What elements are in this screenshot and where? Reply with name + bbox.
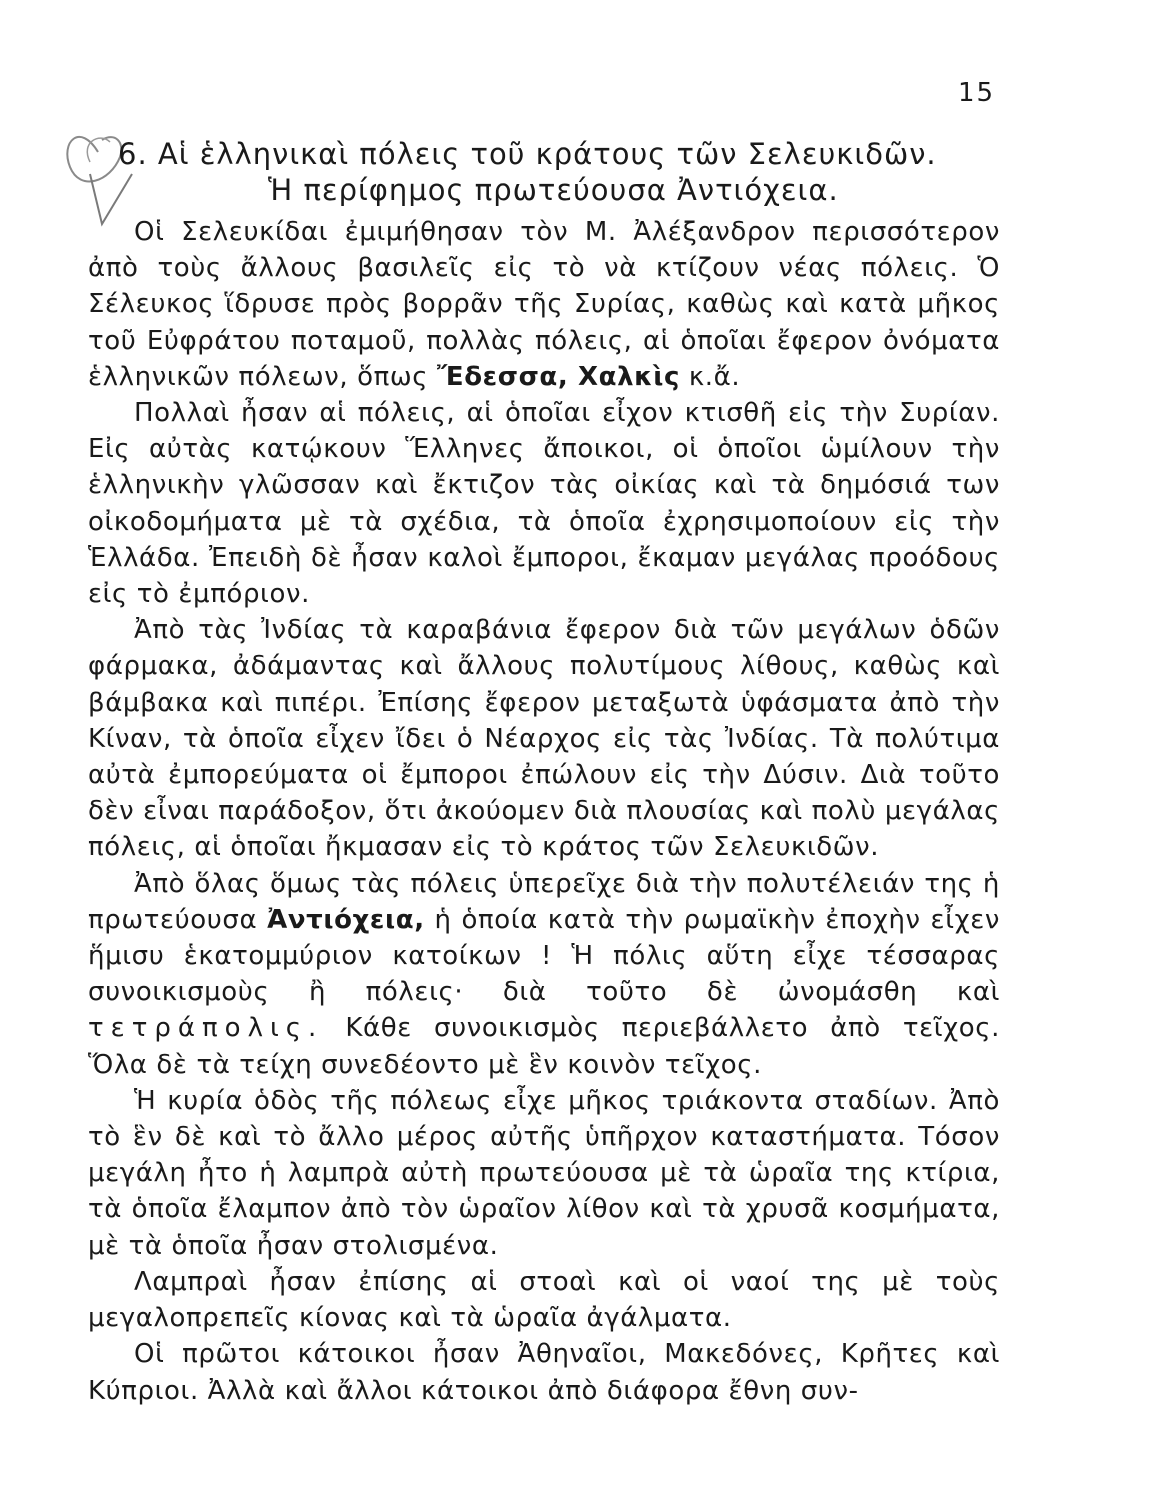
- paragraph-text: Πολλαὶ ἦσαν αἱ πόλεις, αἱ ὁποῖαι εἶχον κτισθῆ εἰς τὴν Συρίαν. Εἰς αὐτὰς κατῴκουν Ἕλληνες ἄποικοι, οἱ ὁποῖοι ὡμίλουν τὴν ἑλληνικὴν γλῶσσαν καὶ ἔκτιζον τὰς οἰκίας καὶ τὰ δημόσιά των οἰκοδομήματα μὲ τὰ σχέδια, τὰ ὁποῖα ἐχρησιμοποίουν εἰς τὴν Ἑλλάδα. Ἐπειδὴ δὲ ἦσαν καλοὶ ἔμποροι, ἔκαμαν μεγάλας προόδους εἰς τὸ ἐμπόριον.: [88, 398, 1000, 610]
- paragraph-4: [88, 866, 1000, 1083]
- paragraph-text: Οἱ Σελευκίδαι ἐμιμήθησαν τὸν Μ. Ἀλέξανδρον περισσότερον ἀπὸ τοὺς ἄλλους βασιλεῖς εἰς τὸ νὰ κτίζουν νέας πόλεις. Ὁ Σέλευκος ἵδρυσε πρὸς βορρᾶν τῆς Συρίας, καθὼς καὶ κατὰ μῆκος τοῦ Εὐφράτου ποταμοῦ, πολλὰς πόλεις, αἱ ὁποῖαι ἔφερον ὀνόματα ἑλληνικῶν πόλεων, ὅπως: [88, 217, 1000, 392]
- paragraph-text: κ.ἄ.: [680, 361, 741, 392]
- heading-line-1: 6. Αἱ ἑλληνικαὶ πόλεις τοῦ κράτους τῶν Σελευκιδῶν.: [118, 137, 937, 171]
- bold-antioch: Ἀντιόχεια,: [267, 904, 425, 935]
- bold-place-names: Ἔδεσσα, Χαλκὶς: [437, 361, 680, 392]
- paragraph-text: Κάθε συνοικισμὸς περιεβάλλετο ἀπὸ τεῖχος. Ὅλα δὲ τὰ τείχη συνεδέοντο μὲ ἓν κοινὸν τεῖχος.: [88, 1013, 1000, 1080]
- paragraph-text: Οἱ πρῶτοι κάτοικοι ἦσαν Ἀθηναῖοι, Μακεδόνες, Κρῆτες καὶ Κύπριοι. Ἀλλὰ καὶ ἄλλοι κάτοικοι ἀπὸ διάφορα ἔθνη συν-: [88, 1339, 1000, 1406]
- paragraph-text: Ἀπὸ ὅλας ὅμως τὰς πόλεις ὑπερεῖχε διὰ τὴν πολυτέλειάν της ἡ πρωτεύουσα: [88, 868, 1000, 935]
- spaced-tetrapolis: τετράπολις.: [88, 1013, 324, 1044]
- paragraph-text: Ἡ κυρία ὁδὸς τῆς πόλεως εἶχε μῆκος τριάκοντα σταδίων. Ἀπὸ τὸ ἓν δὲ καὶ τὸ ἄλλο μέρος αὐτῆς ὑπῆρχον καταστήματα. Τόσον μεγάλη ἦτο ἡ λαμπρὰ αὐτὴ πρωτεύουσα μὲ τὰ ὡραῖα της κτίρια, τὰ ὁποῖα ἔλαμπον ἀπὸ τὸν ὡραῖον λίθον καὶ τὰ χρυσᾶ κοσμήματα, μὲ τὰ ὁποῖα ἦσαν στολισμένα.: [88, 1085, 1000, 1261]
- paragraph-3: [88, 612, 1000, 865]
- body-text: [88, 214, 1000, 1409]
- paragraph-text: ἡ ὁποία κατὰ τὴν ρωμαϊκὴν ἐποχὴν εἶχεν ἥμισυ ἑκατομμύριον κατοίκων ! Ἡ πόλις αὕτη εἶχε τέσσαρας συνοικισμοὺς ἢ πόλεις· διὰ τοῦτο δὲ ὠνομάσθη καὶ: [88, 904, 1000, 1008]
- section-heading: [118, 136, 937, 208]
- paragraph-6: [88, 1264, 1000, 1336]
- paragraph-text: Ἀπὸ τὰς Ἰνδίας τὰ καραβάνια ἔφερον διὰ τῶν μεγάλων ὁδῶν φάρμακα, ἀδάμαντας καὶ ἄλλους πολυτίμους λίθους, καθὼς καὶ βάμβακα καὶ πιπέρι. Ἐπίσης ἔφερον μεταξωτὰ ὑφάσματα ἀπὸ τὴν Κίναν, τὰ ὁποῖα εἶχεν ἴδει ὁ Νέαρχος εἰς τὰς Ἰνδίας. Τὰ πολύτιμα αὐτὰ ἐμπορεύματα οἱ ἔμποροι ἐπώλουν εἰς τὴν Δύσιν. Διὰ τοῦτο δὲν εἶναι παράδοξον, ὅτι ἀκούομεν διὰ πλουσίας καὶ πολὺ μεγάλας πόλεις, αἱ ὁποῖαι ἤκμασαν εἰς τὸ κράτος τῶν Σελευκιδῶν.: [88, 615, 1000, 863]
- paragraph-7: [88, 1336, 1000, 1408]
- paragraph-text: Λαμπραὶ ἦσαν ἐπίσης αἱ στοαὶ καὶ οἱ ναοί της μὲ τοὺς μεγαλοπρεπεῖς κίονας καὶ τὰ ὡραῖα ἀγάλματα.: [88, 1266, 1000, 1334]
- heading-line-2: Ἡ περίφημος πρωτεύουσα Ἀντιόχεια.: [268, 173, 839, 207]
- paragraph-1: [88, 214, 1000, 395]
- page-number: 15: [958, 78, 996, 108]
- paragraph-5: [88, 1083, 1000, 1264]
- paragraph-2: [88, 395, 1000, 612]
